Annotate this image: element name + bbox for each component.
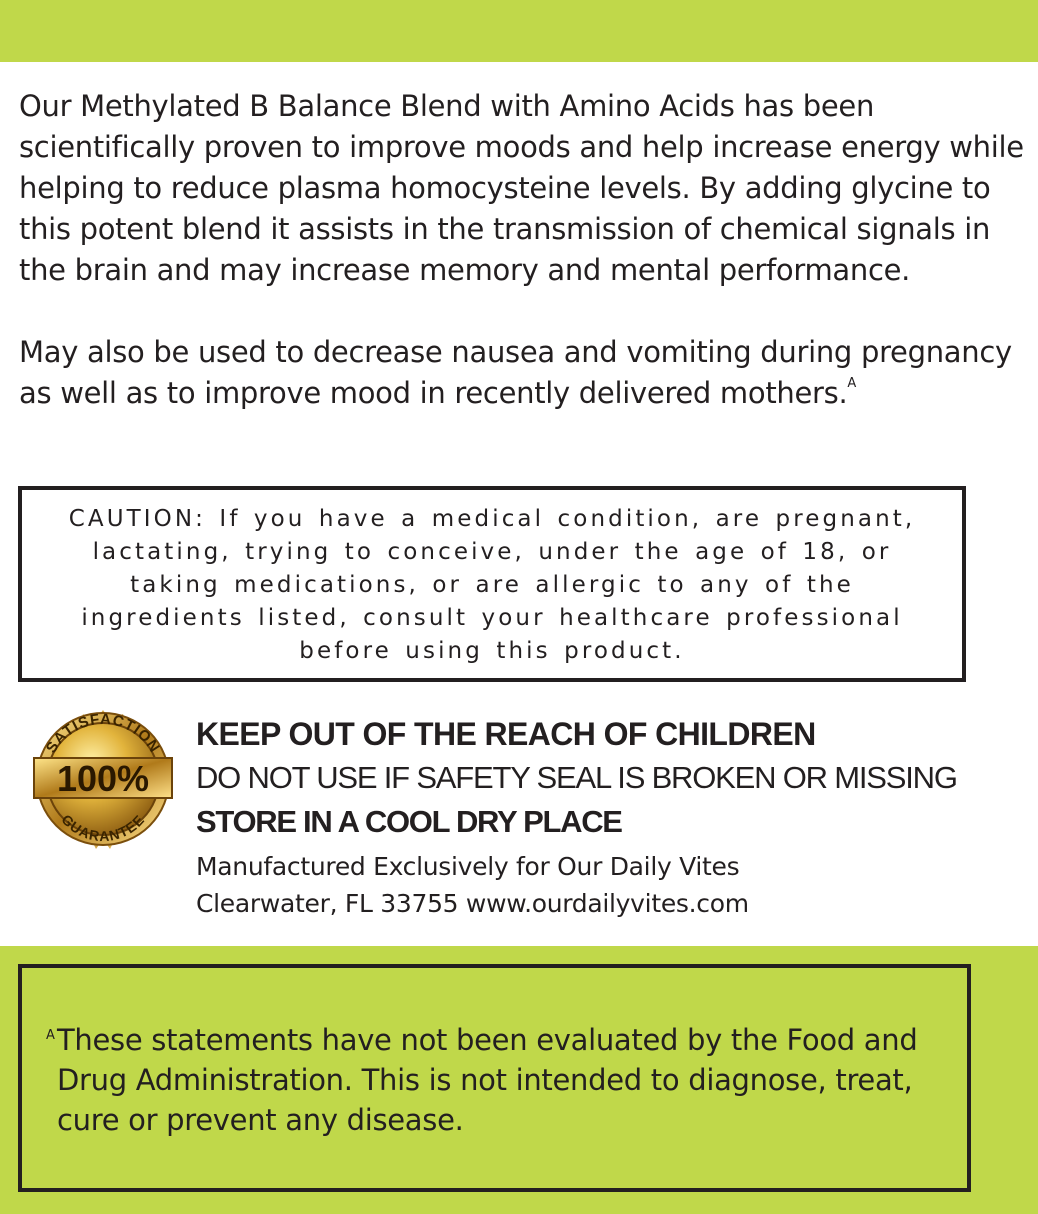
description-paragraph-2: [19, 332, 1024, 414]
product-description: [19, 86, 1024, 414]
warnings-block: [196, 712, 1026, 922]
disclaimer-mark: A: [46, 1028, 55, 1043]
fda-disclaimer: [46, 1020, 969, 1140]
seal-center-text: 100%: [56, 758, 150, 799]
satisfaction-guarantee-seal-icon: [20, 696, 186, 862]
description-paragraph-2-text: May also be used to decrease nausea and vomiting during pregnancy as well as to improve mood in recently delivered mothers.: [19, 335, 1012, 410]
caution-text: CAUTION: If you have a medical condition, are pregnant, lactating, trying to conceive, under the age of 18, or taking medications, or are allergic to any of the ingredients listed, consult your healthcare professional before using this product.: [68, 505, 916, 664]
fda-disclaimer-box: [18, 964, 971, 1192]
top-accent-band: [0, 0, 1038, 62]
warning-children: KEEP OUT OF THE REACH OF CHILDREN: [196, 716, 816, 752]
disclaimer-text: These statements have not been evaluated by the Food and Drug Administration. This is not intended to diagnose, treat, cure or prevent any disease.: [57, 1023, 918, 1137]
caution-box: [18, 486, 966, 682]
seal-top-text: SATISFACTION: [42, 710, 164, 757]
manufacturer-line-1: Manufactured Exclusively for Our Daily Vites: [196, 852, 740, 881]
manufacturer-info: [196, 848, 1026, 922]
seal-bottom-text: GUARANTEE: [58, 811, 148, 845]
footnote-mark: A: [847, 376, 856, 391]
description-paragraph-1: Our Methylated B Balance Blend with Amino Acids has been scientifically proven to improve moods and help increase energy while helping to reduce plasma homocysteine levels. By adding glycine to this potent blend it assists in the transmission of chemical signals in the brain and may increase memory and mental performance.: [19, 89, 1024, 287]
manufacturer-line-2: Clearwater, FL 33755 www.ourdailyvites.com: [196, 889, 749, 918]
warning-storage: STORE IN A COOL DRY PLACE: [196, 804, 622, 839]
warning-safety-seal: DO NOT USE IF SAFETY SEAL IS BROKEN OR MISSING: [196, 760, 957, 795]
